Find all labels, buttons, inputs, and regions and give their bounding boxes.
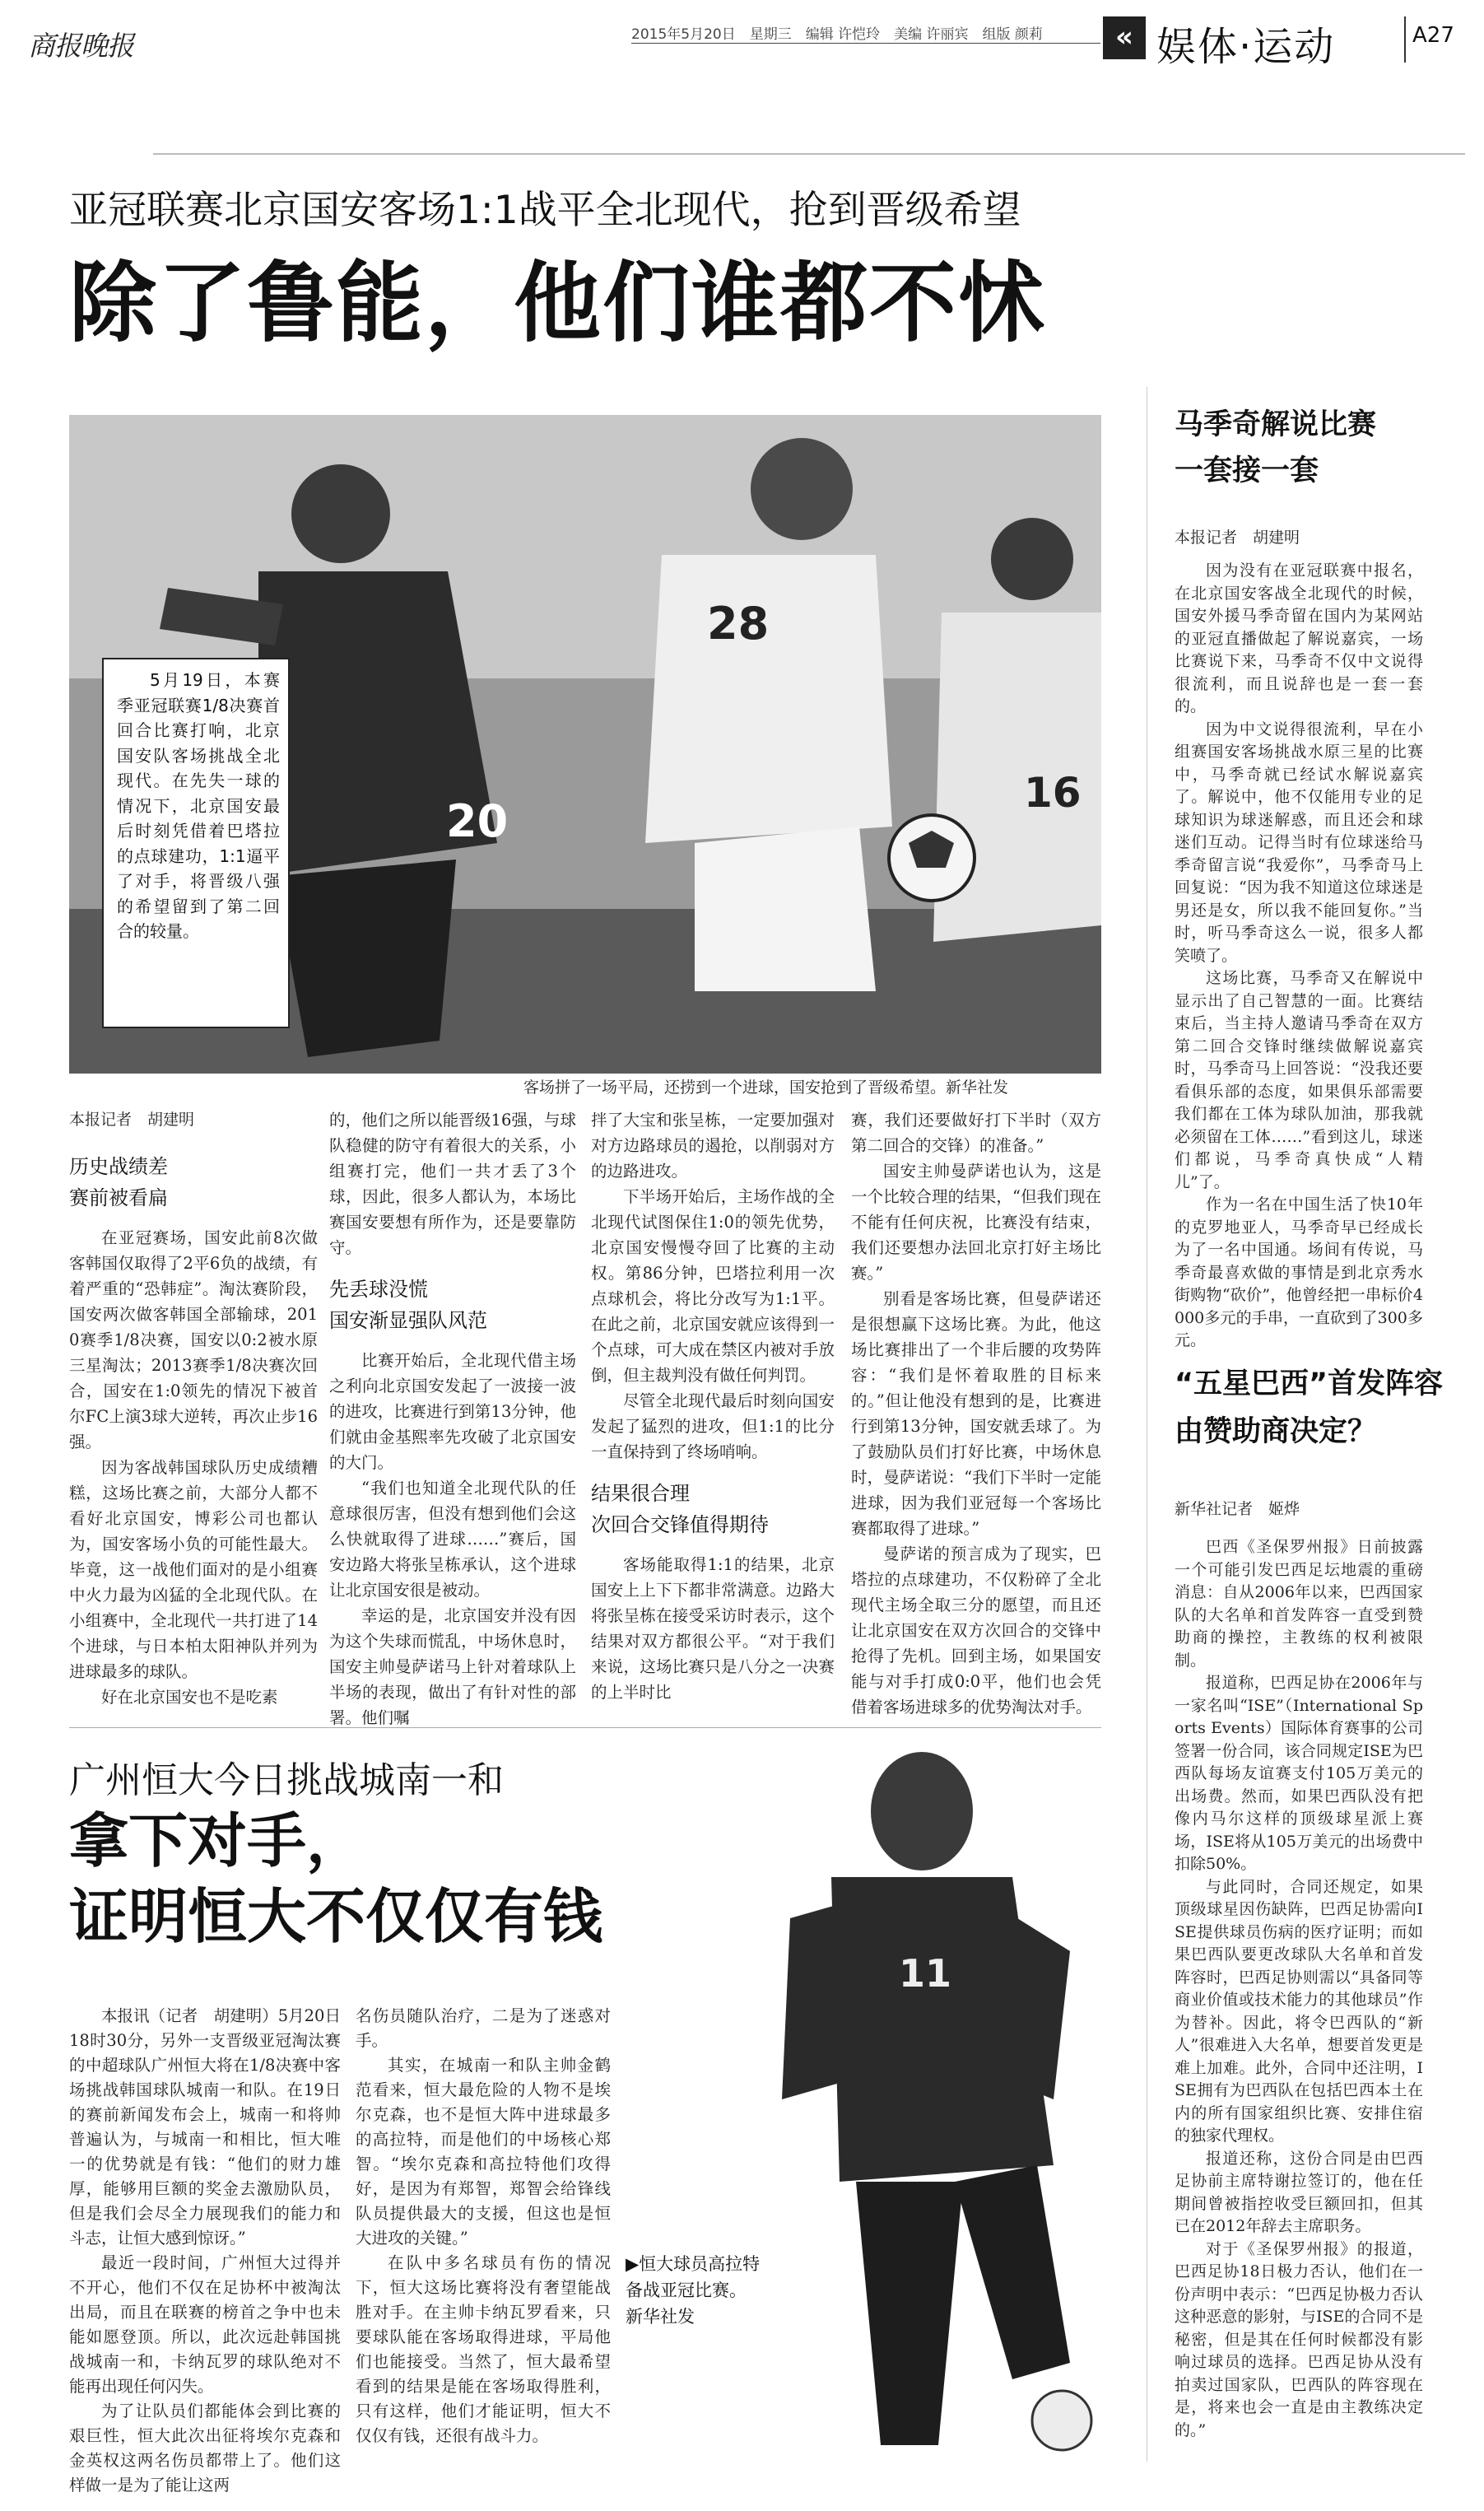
paragraph: 作为一名在中国生活了快10年的克罗地亚人，马季奇早已经成长为了一名中国通。场间有传说，马季奇最喜欢做的事情是到北京秀水街购物“砍价”，他曾经把一串标价4000多元的手串，一直砍到了300多元。 bbox=[1175, 1195, 1423, 1349]
side1-headline: 马季奇解说比赛 一套接一套 bbox=[1175, 408, 1377, 487]
paragraph: 最近一段时间，广州恒大过得并不开心，他们不仅在足协杯中被淘汰出局，而且在联赛的榜首之争中也未能如愿登顶。所以，此次远赴韩国挑战城南一和，卡纳瓦罗的球队绝对不能再出现任何闪失。 bbox=[69, 2253, 341, 2396]
side2-body bbox=[1175, 1536, 1423, 2483]
paragraph: 报道称，巴西足协在2006年与一家名叫“ISE”（International Sports Events）国际体育赛事的公司签署一份合同，该合同规定ISE为巴西队每场友谊赛支付105万美元的出场费。然而，如果巴西队没有把像内马尔这样的顶级球星派上赛场，ISE将从105万美元的出场费中扣除50%。 bbox=[1175, 1674, 1423, 1873]
paragraph: 比赛开始后，全北现代借主场之利向北京国安发起了一波接一波的进攻，比赛进行到第13分钟，他们就由金基熙率先攻破了北京国安的大门。 bbox=[329, 1351, 576, 1472]
paragraph: 名伤员随队治疗，二是为了迷惑对手。 bbox=[356, 2006, 611, 2050]
paragraph: 别看是客场比赛，但曼萨诺还是很想赢下这场比赛。为此，他这场比赛排出了一个非后腰的攻势阵容：“我们是怀着取胜的目标来的。”但让他没有想到的是，比赛进行到第13分钟，国安就丢球了。为了鼓励队员们打好比赛，中场休息时，曼萨诺说：“我们下半时一定能进球，因为我们亚冠每一个客场比赛都取得了进球。” bbox=[851, 1289, 1101, 1538]
paragraph: 好在北京国安也不是吃素 bbox=[101, 1688, 278, 1707]
story1-byline: 本报记者 胡建明 bbox=[69, 1111, 195, 1129]
subhead-first-goal: 先丢球没慌 国安渐显强队风范 bbox=[329, 1278, 487, 1332]
paragraph: “我们也知道全北现代队的任意球很厉害，但没有想到他们会这么快就取得了进球……”赛后，国安边路大将张呈栋承认，这个进球让北京国安很是被动。 bbox=[329, 1479, 576, 1600]
paragraph: 曼萨诺的预言成为了现实，巴塔拉的点球建功，不仅粉碎了全北现代主场全取三分的愿望，而且还让北京国安在双方次回合的交锋中抢得了先机。回到主场，如果国安能与对手打成0:0平，他们也会凭借着客场进球多的优势淘汰对手。 bbox=[851, 1544, 1101, 1717]
paragraph: 其实，在城南一和队主帅金鹤范看来，恒大最危险的人物不是埃尔克森，也不是恒大阵中进球最多的高拉特，而是他们的中场核心郑智。“埃尔克森和高拉特他们攻得好，是因为有郑智，郑智会给锋线队员提供最大的支援，但这也是恒大进攻的关键。” bbox=[356, 2056, 611, 2248]
paragraph: 在队中多名球员有伤的情况下，恒大这场比赛将没有奢望能战胜对手。在主帅卡纳瓦罗看来，只要球队能在客场取得进球，平局他们也能接受。当然了，恒大最希望看到的结果是能在客场取得胜利，只有这样，他们才能证明，恒大不仅仅有钱，还很有战斗力。 bbox=[356, 2253, 611, 2445]
subhead-history: 历史战绩差 赛前被看扁 bbox=[69, 1155, 168, 1209]
story2-rule bbox=[69, 1727, 1101, 1728]
story2-headline: 拿下对手， 证明恒大不仅仅有钱 bbox=[69, 1806, 603, 1951]
newspaper-logo: 商报晚报 bbox=[28, 30, 133, 62]
paragraph: 与此同时，合同还规定，如果顶级球星因伤缺阵，巴西足协需向ISE提供球员伤病的医疗证明；而如果巴西队要更改球队大名单和首发阵容时，巴西足协则需以“具备同等商业价值或技术能力的其他球员”作为替补。因此，将令巴西队的“新人”很难进入大名单，想要首发更是难上加难。此外，合同中还注明，ISE拥有为巴西队在包括巴西本土在内的所有国家组织比赛、安排住宿的独家代理权。 bbox=[1175, 1877, 1423, 2145]
jersey-number-mid: 28 bbox=[707, 598, 770, 650]
top-rule bbox=[153, 153, 1465, 155]
player-illustration bbox=[741, 1737, 1095, 2495]
section-chevron-icon: « bbox=[1103, 16, 1146, 59]
paragraph: 的，他们之所以能晋级16强，与球队稳健的防守有着很大的关系，小组赛打完，他们一共才丢了3个球，因此，很多人都认为，本场比赛国安要想有所作为，还是要靠防守。 bbox=[329, 1111, 576, 1257]
paragraph: 因为客战韩国球队历史成绩糟糕，这场比赛之前，大部分人都不看好北京国安，博彩公司也都认为，国安客场小负的可能性最大。毕竟，这一战他们面对的是小组赛中火力最为凶猛的全北现代队。在小组赛中，全北现代一共打进了14个进球，与日本柏太阳神队并列为进球最多的球队。 bbox=[69, 1458, 318, 1681]
story1-column-3 bbox=[591, 1107, 835, 1717]
page-number: A27 bbox=[1412, 23, 1454, 48]
side2-headline: “五星巴西”首发阵容 由赞助商决定？ bbox=[1175, 1367, 1444, 1448]
paragraph: 尽管全北现代最后时刻向国安发起了猛烈的进攻，但1:1的比分一直保持到了终场哨响。 bbox=[591, 1391, 835, 1461]
paragraph: 赛，我们还要做好打下半时（双方第二回合的交锋）的准备。” bbox=[851, 1111, 1101, 1155]
side2-byline: 新华社记者 姬烨 bbox=[1175, 1500, 1300, 1518]
story2-photo-caption: ▶恒大球员高拉特备战亚冠比赛。 新华社发 bbox=[626, 2254, 761, 2327]
paragraph: 客场能取得1:1的结果，北京国安上上下下都非常满意。边路大将张呈栋在接受采访时表示，这个结果对双方都很公平。“对于我们来说，这场比赛只是八分之一决赛的上半时比 bbox=[591, 1555, 835, 1702]
story1-column-1 bbox=[69, 1107, 318, 1717]
jersey-number-left: 20 bbox=[446, 795, 509, 847]
paragraph: 国安主帅曼萨诺也认为，这是一个比较合理的结果，“但我们现在不能有任何庆祝，比赛没有结束，我们还要想办法回北京打好主场比赛。” bbox=[851, 1162, 1101, 1283]
story1-headline: 除了鲁能，他们谁都不怵 bbox=[69, 253, 1047, 354]
story1-match-photo bbox=[69, 415, 1101, 1074]
paragraph: 拌了大宝和张呈栋，一定要加强对对方边路球员的遏抢，以削弱对方的边路进攻。 bbox=[591, 1111, 835, 1181]
paragraph: 为了让队员们都能体会到比赛的艰巨性，恒大此次出征将埃尔克森和金英权这两名伤员都带上了。他们这样做一是为了能让这两 bbox=[69, 2402, 341, 2495]
paragraph: 本报讯（记者 胡建明）5月20日18时30分，另外一支晋级亚冠淘汰赛的中超球队广州恒大将在1/8决赛中客场挑战韩国球队城南一和队。在19日的赛前新闻发布会上，城南一和将帅普遍认为，与城南一和相比，恒大唯一的优势就是有钱：“他们的财力雄厚，能够用巨额的奖金去激励队员，但是我们会尽全力展现我们的能力和斗志，让恒大感到惊讶。” bbox=[69, 2006, 341, 2248]
date-line: 2015年5月20日 星期三 编辑 许恺玲 美编 许丽宾 组版 颜莉 bbox=[631, 26, 1043, 43]
photo-caption-box: 5月19日，本赛季亚冠联赛1/8决赛首回合比赛打响，北京国安队客场挑战全北现代。在先失一球的情况下，北京国安最后时刻凭借着巴塔拉的点球建功，1:1逼平了对手，将晋级八强的希望留到了第二回合的较量。 bbox=[102, 658, 290, 1028]
side1-byline: 本报记者 胡建明 bbox=[1175, 529, 1300, 547]
story1-kicker: 亚冠联赛北京国安客场1:1战平全北现代，抢到晋级希望 bbox=[69, 188, 1021, 233]
paragraph: 幸运的是，北京国安并没有因为这个失球而慌乱，中场休息时，国安主帅曼萨诺马上针对着球队上半场的表现，做出了有针对性的部署。他们嘱 bbox=[329, 1606, 576, 1727]
story2-column-1 bbox=[69, 2004, 341, 2498]
section-title: 娱体·运动 bbox=[1156, 24, 1336, 70]
paragraph: 因为中文说得很流利，早在小组赛国安客场挑战水原三星的比赛中，马季奇就已经试水解说嘉宾了。解说中，他不仅能用专业的足球知识为球迷解惑，而且还会和球迷们互动。记得当时有位球迷给马季奇留言说“我爱你”，马季奇马上回复说：“因为我不知道这位球迷是男还是女，所以我不能回复你。”当时，听马季奇这么一说，很多人都笑喷了。 bbox=[1175, 720, 1423, 965]
paragraph: 在亚冠赛场，国安此前8次做客韩国仅取得了2平6负的战绩，有着严重的“恐韩症”。淘汰赛阶段，国安两次做客韩国全部输球，2010赛季1/8决赛，国安以0:2被水原三星淘汰；2013赛季1/8决赛次回合，国安在1:0领先的情况下被首尔FC上演3球大逆转，再次止步16强。 bbox=[69, 1228, 318, 1451]
story2-kicker: 广州恒大今日挑战城南一和 bbox=[69, 1759, 504, 1801]
page-divider bbox=[1404, 16, 1406, 63]
paragraph: 因为没有在亚冠联赛中报名，在北京国安客战全北现代的时候，国安外援马季奇留在国内为某网站的亚冠直播做起了解说嘉宾，一场比赛说下来，马季奇不仅中文说得很流利，而且说辞也是一套一套的。 bbox=[1175, 561, 1423, 715]
paragraph: 报道还称，这份合同是由巴西足协前主席特谢拉签订的，他在任期间曾被指控收受巨额回扣，但其已在2012年辞去主席职务。 bbox=[1175, 2149, 1423, 2235]
jersey-number: 11 bbox=[899, 1951, 952, 1996]
paragraph: 下半场开始后，主场作战的全北现代试图保住1:0的领先优势，北京国安慢慢夺回了比赛的主动权。第86分钟，巴塔拉利用一次点球机会，将比分改写为1:1平。在此之前，北京国安就应该得到一个点球，可大成在禁区内被对手放倒，但主裁判没有做任何判罚。 bbox=[591, 1187, 835, 1385]
masthead-divider bbox=[631, 43, 1100, 44]
story2-column-2 bbox=[356, 2004, 611, 2498]
paragraph: 巴西《圣保罗州报》日前披露一个可能引发巴西足坛地震的重磅消息：自从2006年以来，巴西国家队的大名单和首发阵容一直受到赞助商的操控，主教练的权利被限制。 bbox=[1175, 1538, 1423, 1670]
story2-player-photo bbox=[741, 1737, 1095, 2495]
jersey-number-right: 16 bbox=[1024, 769, 1082, 817]
story1-column-4 bbox=[851, 1107, 1101, 1717]
subhead-result: 结果很合理 次回合交锋值得期待 bbox=[591, 1482, 769, 1536]
paragraph: 对于《圣保罗州报》的报道，巴西足协18日极力否认，他们在一份声明中表示：“巴西足协极力否认这种恶意的影射，与ISE的合同不是秘密，但是其在任何时候都没有影响过球员的选择。巴西足协从没有拍卖过国家队，巴西队的阵容现在是，将来也会一直是由主教练决定的。” bbox=[1175, 2239, 1423, 2439]
story1-photo-credit: 客场拼了一场平局，还捞到一个进球，国安抢到了晋级希望。新华社发 bbox=[523, 1078, 1009, 1097]
story1-column-2 bbox=[329, 1107, 576, 1727]
side1-body bbox=[1175, 560, 1423, 1349]
paragraph: 这场比赛，马季奇又在解说中显示出了自己智慧的一面。比赛结束后，当主持人邀请马季奇在双方第二回合交锋时继续做解说嘉宾时，马季奇马上回答说：“没我还要看俱乐部的态度，如果俱乐部需要我们都在工体为球队加油，那我就必须留在工体……”看到这儿，球迷们都说，马季奇真快成“人精儿”了。 bbox=[1175, 969, 1423, 1191]
